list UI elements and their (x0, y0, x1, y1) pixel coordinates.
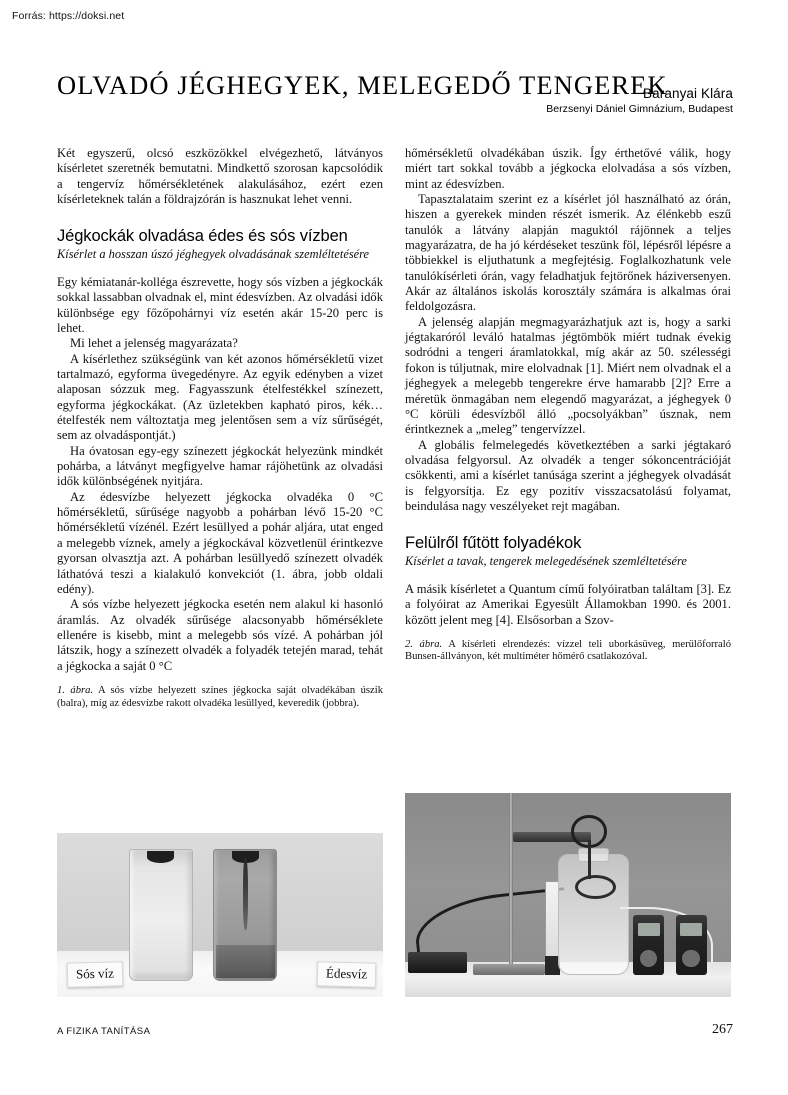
paragraph-left-4: Ha óvatosan egy-egy színezett jégkockát helyezünk mindkét pohárba, a látványt megfigyelve hamar rájöhetünk az olvadási idők különbségének nyitjára. (57, 443, 383, 489)
spacer (405, 569, 731, 582)
figure-2-image (405, 793, 731, 997)
column-right (405, 146, 731, 664)
author-affiliation: Berzsenyi Dániel Gimnázium, Budapest (546, 103, 733, 115)
section-heading-1: Jégkockák olvadása édes és sós vízben (57, 227, 348, 246)
paragraph-right-5: A másik kísérletet a Quantum című folyóiratban találtam [3]. Ez a folyóirat az Amerikai Egyesült Államokban 1990. és 2001. között jelent meg [4]. Elsősorban a Szov- (405, 581, 731, 627)
figure-2-caption-text: A kísérleti elrendezés: vízzel teli uborkásüveg, merülőforraló Bunsen-állványon, két multiméter hőmérő csatlakozóval. (405, 638, 731, 663)
glass-saltwater (129, 849, 193, 981)
paragraph-intro: Két egyszerű, olcsó eszközökkel elvégezhető, látványos kísérletet szeretnék bemutatni. Mindkettő szorosan kapcsolódik a tengervíz hőmérsékletének alakulásához, ezért ezen kísérleteknek talán a földrajzórán is hasznukat lehet venni. (57, 146, 383, 207)
column-left (57, 146, 383, 710)
immersion-heater-loop (575, 875, 617, 899)
multimeter-2 (676, 915, 707, 974)
bunsen-stand-rod (509, 793, 513, 964)
section-subtitle-2: Kísérlet a tavak, tengerek melegedésének szemléltetésére (405, 554, 687, 569)
power-strip (408, 952, 467, 972)
paragraph-left-2: Mi lehet a jelenség magyarázata? (70, 336, 238, 351)
figure-1-caption-label: 1. ábra. (57, 684, 94, 696)
spacer (57, 262, 383, 275)
spacer (405, 628, 731, 639)
paragraph-left-6: A sós vízbe helyezett jégkocka esetén nem alakul ki hasonló áramlás. Az olvadék sűrűsége alacsonyabb hőmérséklete ellenére is kisebb, mint a melegebb sós vízé. A pohárban jól látszik, hogy a színezett olvadék a folyadék tetején marad, tehát a jégkocka a saját 0 °C (57, 597, 383, 673)
paragraph-left-1: Egy kémiatanár-kolléga észrevette, hogy sós vízben a jégkockák sokkal lassabban olvadnak el, mint édesvízben. Az olvadási idők különbsége egy főzőpohárnyi víz esetén akár 15-20 perc is lehet. (57, 274, 383, 335)
footer-section-label: A FIZIKA TANÍTÁSA (57, 1026, 151, 1037)
paragraph-left-3: A kísérlethez szükségünk van két azonos hőmérsékletű vizet tartalmazó, egyforma üvegedényre. Az egyik edényben a vizet alaposan sózzuk meg. Fagyasszunk ételfestékkel színezett, egyforma jégkockákat. (Az üzletekben kapható piros, kék… ételfesték nem változtatja meg jelentősen sem a víz sűrűségét, sem az olvadáspontját.) (57, 351, 383, 443)
figure-1-caption (57, 685, 383, 710)
figure-2-caption (405, 639, 731, 664)
paragraph-left-5: Az édesvízbe helyezett jégkocka olvadéka 0 °C hőmérsékletű, sűrűsége nagyobb a pohárban lévő 15-20 °C hőmérsékletű vízénél. Ezért lesüllyed a pohár aljára, utat enged a melegebb víznek, amely a jégkockával közvetlenül érintkezve gyorsan olvasztja azt. A pohárban lesüllyedő színezett olvadék láthatóvá teszi a kialakuló konvekciót (1. ábra, jobb oldali edény). (57, 489, 383, 596)
dye-plume (243, 858, 248, 931)
paragraph-right-3: A jelenség alapján megmagyarázhatjuk azt is, hogy a sarki jégtakaróról leváló hatalmas jégtömbök miért tudnak évekig sodródni a tengeri áramlatokkal, míg akár az 50. szélességi fokon is túljutnak, mire elolvadnak [1]. Miért nem olvadnak el a jéghegyek a melegebb tengerekre érve hamarabb [2]? Erre a méretük önmagában nem elegendő magyarázat, a jéghegyek 0 °C körüli édesvízből álló „pocsolyákban” úsznak, nem érintkeznek a „meleg” tengervízzel. (405, 314, 731, 437)
figure-1-label-freshwater: Édesvíz (317, 961, 377, 988)
paragraph-right-4: A globális felmelegedés következtében a sarki jégtakaró olvadása felgyorsul. Az olvadék a tenger sókoncentrációját csökkenti, ami a kísérlet tanúsága szerint a jéghegyek olvadását is felgyorsítja. Ez egy pozitív visszacsatolású folyamat, beindulása nagy veszélyeket rejt magában. (405, 437, 731, 513)
footer-page-number: 267 (712, 1022, 733, 1037)
bunsen-stand-base (473, 964, 545, 974)
figure-1-caption-text: A sós vízbe helyezett színes jégkocka saját olvadékában úszik (balra), míg az édesvízbe rakott olvadéka lesüllyed, keveredik (jobbra). (57, 684, 383, 709)
multimeter-1 (633, 915, 664, 974)
figure-2-caption-label: 2. ábra. (405, 638, 443, 650)
glass-freshwater (213, 849, 277, 981)
spacer (405, 514, 731, 534)
paragraph-right-2: Tapasztalataim szerint ez a kísérlet jól használható az órán, hiszen a gyerekek minden részét ismerik. Az élénkebb eszű tanulók a látvány alapján maguktól rájönnek a teljes magyarázatra, de ha jó kérdéseket teszünk föl, lépésről lépésre a többiekkel is eljuthatunk a megfejtésig. Foglalkozhatunk vele tanulókísérleti órán, vagy feladhatjuk fejtörőnek háziversenyen. Akár az általános iskolás korosztály számára is alkalmas órai feldolgozásra. (405, 192, 731, 314)
dye-pool (216, 945, 275, 979)
figure-1-label-saltwater: Sós víz (66, 961, 123, 987)
spacer (57, 674, 383, 685)
page-title: OLVADÓ JÉGHEGYEK, MELEGEDŐ TENGEREK (57, 69, 668, 100)
author-name: Baranyai Klára (643, 86, 733, 101)
author-block (57, 86, 733, 115)
section-heading-2: Felülről fűtött folyadékok (405, 534, 582, 553)
figure-1-image (57, 833, 383, 997)
ice-cube-floating (147, 851, 174, 863)
section-subtitle-1: Kísérlet a hosszan úszó jéghegyek olvadásának szemléltetésére (57, 247, 369, 262)
source-banner: Forrás: https://doksi.net (12, 10, 125, 22)
paragraph-right-1: hőmérsékletű olvadékában úszik. Így érthetővé válik, hogy miért tart sokkal tovább a jégkocka elolvadása a sós vízben, mint az édesvízben. (405, 146, 731, 191)
spacer (57, 207, 383, 227)
immersion-heater-stem (588, 840, 591, 879)
water-jar-neck (578, 848, 609, 862)
water-jar (558, 854, 628, 974)
